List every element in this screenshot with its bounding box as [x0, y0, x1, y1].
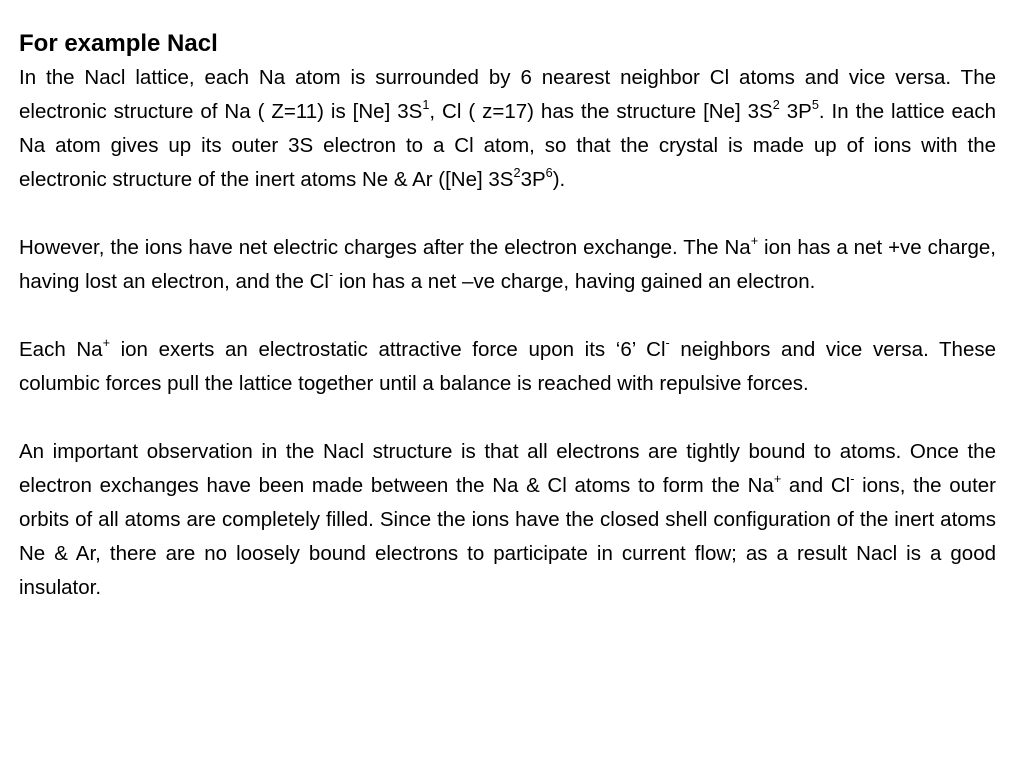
superscript: - [328, 266, 334, 282]
text: ion has a net –ve charge, having gained an electron. [333, 270, 816, 293]
superscript: + [102, 334, 110, 350]
text: However, the ions have net electric charges after the electron exchange. The Na [19, 236, 751, 259]
text: ). [552, 168, 566, 191]
text: ion exerts an electrostatic attractive force upon its ‘6’ Cl [109, 338, 666, 361]
text: neighbors and vice versa. These columbic forces pull the lattice together until a balance is reached with repulsive forces. [19, 338, 996, 395]
text: 3P [779, 100, 812, 123]
superscript: 5 [811, 96, 819, 112]
text: ion has a net +ve charge, having lost an electron, and the Cl [19, 236, 996, 293]
slide-title: For example Nacl [19, 30, 218, 57]
text: Each Na [19, 338, 103, 361]
text: . In the lattice each Na atom gives up its outer 3S electron to a Cl atom, so that the crystal is made up of ions with the electronic structure of the inert atoms Ne & Ar ([Ne] 3S [19, 100, 997, 191]
superscript: 2 [772, 96, 780, 112]
text: 3P [520, 168, 546, 191]
slide-content [19, 27, 996, 605]
superscript: - [850, 470, 855, 486]
superscript: + [773, 470, 782, 486]
text: ions, the outer orbits of all atoms are completely filled. Since the ions have the closed shell configuration of the inert atoms Ne & Ar, there are no loosely bound electrons to participate in current flow; as a result Nacl is a good insulator. [19, 474, 996, 599]
paragraph-electronic-structure [19, 61, 996, 197]
paragraph-ion-charges [19, 231, 996, 299]
superscript: - [665, 334, 670, 350]
superscript: + [750, 232, 759, 248]
paragraph-electrostatic-force [19, 333, 996, 401]
paragraph-insulator [19, 435, 996, 605]
text: and Cl [781, 474, 851, 497]
text: In the Nacl lattice, each Na atom is surrounded by 6 nearest neighbor Cl atoms and vice versa. The electronic structure of Na ( Z=11) is [Ne] 3S [19, 66, 996, 123]
superscript: 2 [513, 164, 521, 180]
superscript: 1 [422, 96, 430, 112]
text: , Cl ( z=17) has the structure [Ne] 3S [429, 100, 773, 123]
superscript: 6 [545, 164, 553, 180]
text: An important observation in the Nacl structure is that all electrons are tightly bound to atoms. Once the electron exchanges have been made between the Na & Cl atoms to form the Na [19, 440, 996, 497]
